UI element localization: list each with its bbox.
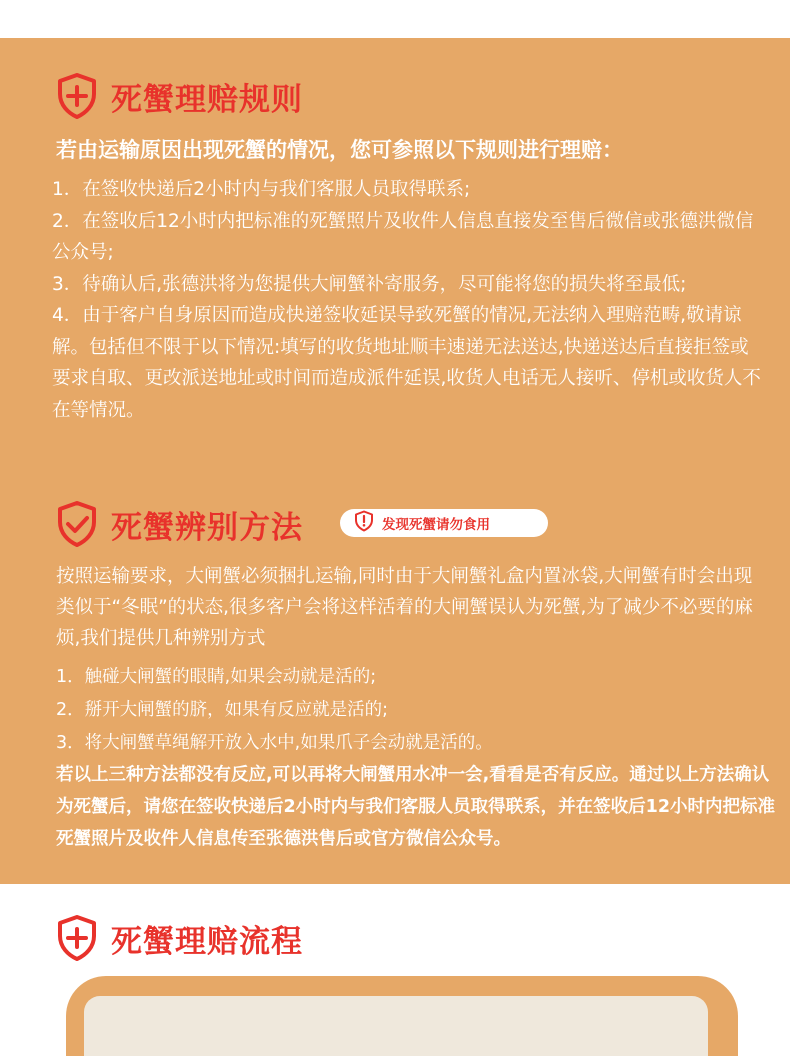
identify-intro: 按照运输要求，大闸蟹必须捆扎运输,同时由于大闸蟹礼盒内置冰袋,大闸蟹有时会出现类似于“冬眠”的状态,很多客户会将这样活着的大闸蟹误认为死蟹,为了减少不必要的麻烦,我们提供几种辨别方式 <box>56 566 753 649</box>
rules-lead: 若由运输原因出现死蟹的情况，您可参照以下规则进行理赔： <box>56 138 623 162</box>
list-item: 4．由于客户自身原因而造成快递签收延误导致死蟹的情况,无法纳入理赔范畴,敬请谅解。包括但不限于以下情况:填写的收货地址顺丰速递无法送达,快递送达后直接拒签或要求自取、更改派送地址或时间而造成派件延误,收货人电话无人接听、停机或收货人不在等情况。 <box>52 305 761 421</box>
shield-plus-icon <box>55 72 99 120</box>
rules-list <box>52 174 762 426</box>
warning-badge <box>340 509 548 537</box>
badge-text: 发现死蟹请勿食用 <box>382 517 490 533</box>
identify-header <box>55 500 303 548</box>
list-item: 1．触碰大闸蟹的眼睛,如果会动就是活的; <box>56 667 377 687</box>
identify-closing: 若以上三种方法都没有反应,可以再将大闸蟹用水冲一会,看看是否有反应。通过以上方法确认为死蟹后，请您在签收快递后2小时内与我们客服人员取得联系，并在签收后12小时内把标准死蟹照片及收件人信息传至张德洪售后或官方微信公众号。 <box>56 765 776 849</box>
shield-check-icon <box>55 500 99 548</box>
process-title: 死蟹理赔流程 <box>111 923 303 960</box>
process-image <box>84 996 708 1056</box>
identify-title: 死蟹辨别方法 <box>111 509 303 546</box>
alert-shield-icon <box>354 510 374 536</box>
list-item: 1．在签收快递后2小时内与我们客服人员取得联系; <box>52 179 471 200</box>
process-header <box>55 914 303 962</box>
list-item: 3．待确认后,张德洪将为您提供大闸蟹补寄服务，尽可能将您的损失将至最低; <box>52 273 687 295</box>
top-margin <box>0 0 790 38</box>
methods-list <box>56 661 768 760</box>
shield-plus-icon <box>55 914 99 962</box>
rules-title: 死蟹理赔规则 <box>111 81 303 118</box>
list-item: 2．在签收后12小时内把标准的死蟹照片及收件人信息直接发至售后微信或张德洪微信公众号; <box>52 210 754 263</box>
rules-header <box>55 72 303 120</box>
list-item: 2．掰开大闸蟹的脐，如果有反应就是活的; <box>56 700 389 720</box>
list-item: 3．将大闸蟹草绳解开放入水中,如果爪子会动就是活的。 <box>56 733 493 753</box>
